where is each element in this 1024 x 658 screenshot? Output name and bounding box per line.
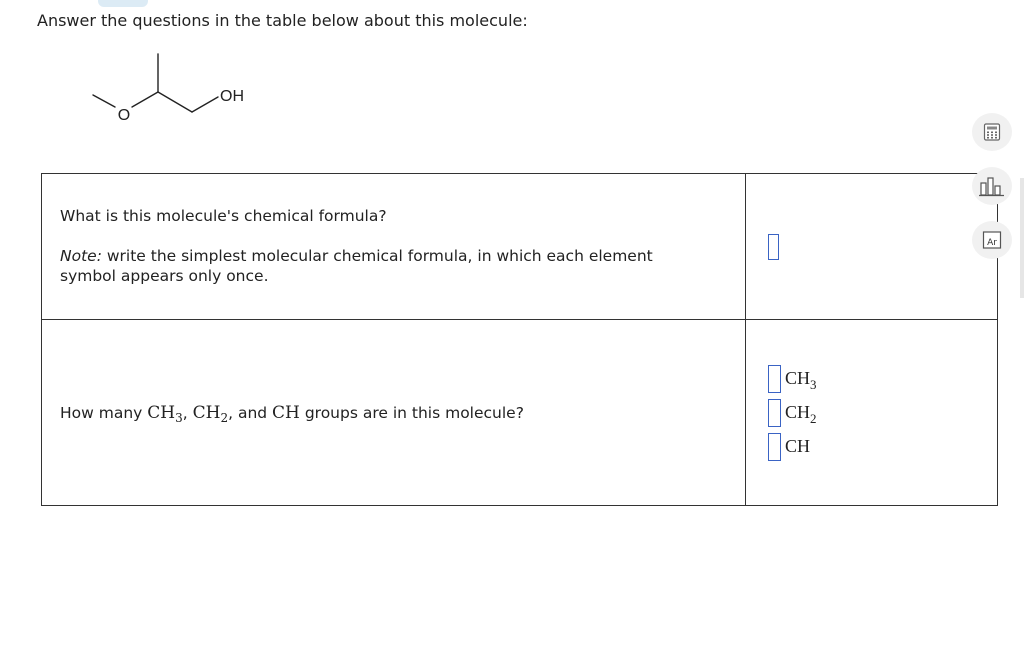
- ch2-label: $CH_2$: [192, 402, 229, 425]
- ch2-answer-label: $CH_2$: [785, 402, 817, 426]
- question-text: ,: [182, 403, 193, 422]
- ch-count-input[interactable]: [768, 433, 781, 461]
- scrollbar-edge: [1020, 178, 1024, 298]
- bond: [192, 97, 218, 112]
- svg-text:Ar: Ar: [987, 238, 997, 248]
- note-label: Note:: [60, 247, 102, 265]
- ch3-count-row: [768, 362, 997, 396]
- ch3-answer-label: $CH_3$: [785, 368, 817, 392]
- groups-question: [60, 402, 524, 425]
- periodic-table-button[interactable]: [972, 221, 1012, 259]
- oxygen-atom: O: [117, 107, 131, 124]
- ch2-count-row: [768, 396, 997, 430]
- question-text: How many: [60, 403, 148, 422]
- formula-input[interactable]: [768, 234, 779, 260]
- table-row: [42, 320, 998, 506]
- molecule-structure: [80, 40, 270, 130]
- table-row: [42, 174, 998, 320]
- answer-cell: [746, 320, 998, 506]
- bond: [158, 92, 192, 112]
- calculator-button[interactable]: [972, 113, 1012, 151]
- question-text: , and: [228, 403, 273, 422]
- answer-cell: [746, 174, 998, 320]
- hydroxyl-group: OH: [220, 88, 244, 105]
- formula-question: What is this molecule's chemical formula?: [60, 207, 387, 225]
- note-text: write the simplest molecular chemical formula, in which each element symbol appears only once.: [60, 247, 653, 285]
- top-tab: [98, 0, 148, 7]
- question-cell: [42, 320, 746, 506]
- ch2-count-input[interactable]: [768, 399, 781, 427]
- ch3-count-input[interactable]: [768, 365, 781, 393]
- ch-count-row: [768, 430, 997, 464]
- data-chart-button[interactable]: [972, 167, 1012, 205]
- bond: [132, 92, 158, 107]
- question-text: groups are in this molecule?: [299, 403, 524, 422]
- calculator-icon: [983, 123, 1001, 141]
- question-table: [41, 173, 998, 506]
- question-prompt: Answer the questions in the table below about this molecule:: [37, 11, 528, 30]
- bond: [93, 95, 115, 107]
- periodic-table-icon: [982, 231, 1002, 249]
- formula-note: [60, 246, 745, 286]
- question-cell: [42, 174, 746, 320]
- ch-label: CH: [272, 402, 300, 423]
- periodic-chart-icon: [978, 174, 1006, 198]
- ch3-label: $CH_3$: [147, 402, 183, 425]
- ch-answer-label: CH: [785, 436, 811, 456]
